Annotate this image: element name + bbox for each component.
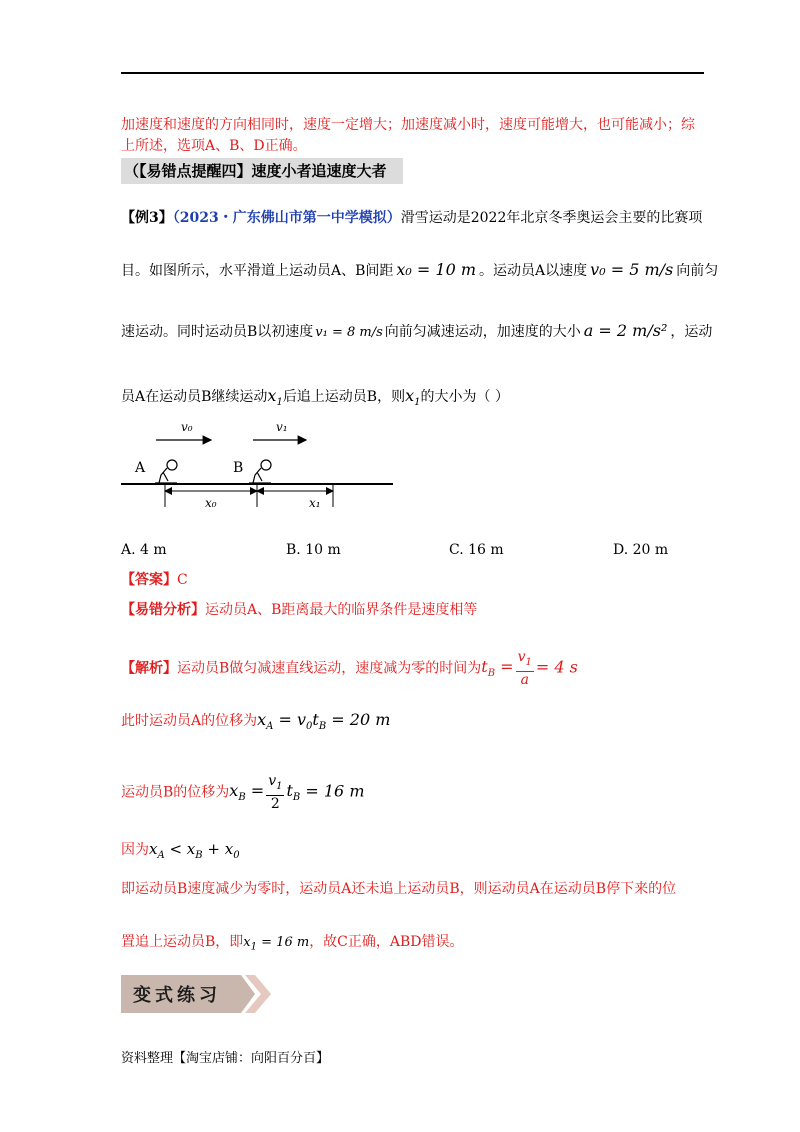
solution-text-6b: ，故C正确，ABD错误。 [309, 934, 464, 950]
variant-practice-banner [121, 975, 273, 1013]
example-label: 【例3】 [121, 210, 173, 226]
symbol-xb: $x_B$ = [229, 781, 265, 804]
symbol-tb-2: $t_B$ [286, 781, 301, 804]
analysis-line [121, 599, 477, 621]
example-text-3: 速运动。同时运动员B以初速度 [121, 324, 314, 340]
x0-label: x₀ [205, 496, 217, 510]
example-text-4b: 后追上运动员B，则 [282, 389, 406, 405]
option-a[interactable]: A. 4 m [121, 542, 167, 558]
motion-figure [121, 415, 401, 520]
solution-line-3 [121, 773, 364, 812]
solution-text-2: 此时运动员A的位移为 [121, 713, 258, 729]
top-text-line-1: 加速度和速度的方向相同时，速度一定增大；加速度减小时，速度可能增大，也可能减小；综 [121, 117, 695, 133]
example-text-4: 员A在运动员B继续运动 [121, 389, 268, 405]
eq-xa: $x_A = v_0t_B$ [257, 710, 327, 733]
solution-line-2 [121, 709, 390, 738]
label-b: B [233, 460, 244, 476]
eq-xb-result: = 16 m [305, 781, 365, 801]
solution-text-3: 运动员B的位移为 [121, 784, 230, 801]
solution-line-4 [121, 838, 240, 867]
answer-label: 【答案】 [121, 572, 177, 588]
solution-line-1 [121, 649, 578, 688]
solution-text-4: 因为 [121, 842, 149, 858]
v0-label: v₀ [181, 420, 193, 434]
option-c[interactable]: C. 16 m [449, 542, 504, 558]
example-text-2: 目。如图所示，水平滑道上运动员A、B间距 [121, 263, 394, 279]
answer-value: C [177, 572, 188, 588]
v1-label: v₁ [276, 420, 288, 434]
solution-label: 【解析】 [121, 660, 177, 677]
answer-line [121, 569, 188, 591]
fraction-v1-2: $\frac{v_1}{2}$ [268, 773, 283, 812]
solution-text-6a: 置追上运动员B，即 [121, 934, 244, 950]
example-text-2b: 。运动员A以速度 [479, 263, 588, 279]
eq-x0: x₀ = 10 m [396, 260, 477, 279]
solution-line-5: 即运动员B速度减少为零时，运动员A还未追上运动员B，则运动员A在运动员B停下来的位 [121, 881, 677, 897]
example-text-3c: ，运动 [670, 324, 713, 340]
skier-a-icon [155, 460, 177, 483]
example-text-3b: 向前匀减速运动，加速度的大小 [384, 324, 581, 340]
example-text-4c: 的大小为（ ） [420, 389, 509, 405]
skier-b-icon [249, 460, 271, 483]
option-d[interactable]: D. 20 m [613, 542, 669, 558]
top-text-line-2: 上所述，选项A、B、D正确。 [121, 138, 307, 154]
option-b[interactable]: B. 10 m [286, 542, 341, 558]
example-line-3 [121, 320, 712, 344]
solution-text-1: 运动员B做匀减速直线运动，速度减为零的时间为 [177, 660, 482, 677]
example-text-2c: 向前匀 [676, 263, 719, 279]
eq-a: a = 2 m/s² [583, 321, 668, 340]
analysis-text: 运动员A、B距离最大的临界条件是速度相等 [205, 602, 478, 618]
example-text-1: 滑雪运动是2022年北京冬季奥运会主要的比赛项 [400, 210, 703, 226]
symbol-x1-b: $x_1$ [405, 386, 421, 409]
example-line-4 [121, 385, 509, 414]
tip-title: （【易错点提醒四】速度小者追速度大者 [124, 162, 387, 180]
header-rule [121, 72, 704, 74]
analysis-label: 【易错分析】 [121, 602, 205, 618]
example-line-1 [121, 207, 702, 229]
banner-text: 变式练习 [133, 985, 221, 1006]
symbol-tb: $t_B$ = [481, 657, 514, 680]
example-source: （2023・广东佛山市第一中学模拟） [172, 210, 401, 226]
label-a: A [135, 460, 146, 476]
solution-line-6 [121, 931, 464, 959]
eq-x1-result: = 16 m [261, 935, 310, 950]
eq-tb-result: = 4 s [535, 657, 578, 677]
eq-xa-result: = 20 m [331, 710, 391, 729]
example-line-2 [121, 259, 718, 282]
x1-label: x₁ [309, 496, 321, 510]
footer-source: 资料整理【淘宝店铺：向阳百分百】 [121, 1051, 330, 1066]
eq-inequality: $x_A < x_B + x_0$ [149, 840, 240, 861]
eq-v0: v₀ = 5 m/s [590, 260, 674, 279]
symbol-x1-c: $x_1$ [243, 935, 258, 953]
symbol-x1: $x_1$ [267, 386, 283, 409]
fraction-v1-a: $\frac{v_1}{a}$ [517, 649, 532, 688]
eq-v1: v₁ = 8 m/s [315, 325, 383, 340]
